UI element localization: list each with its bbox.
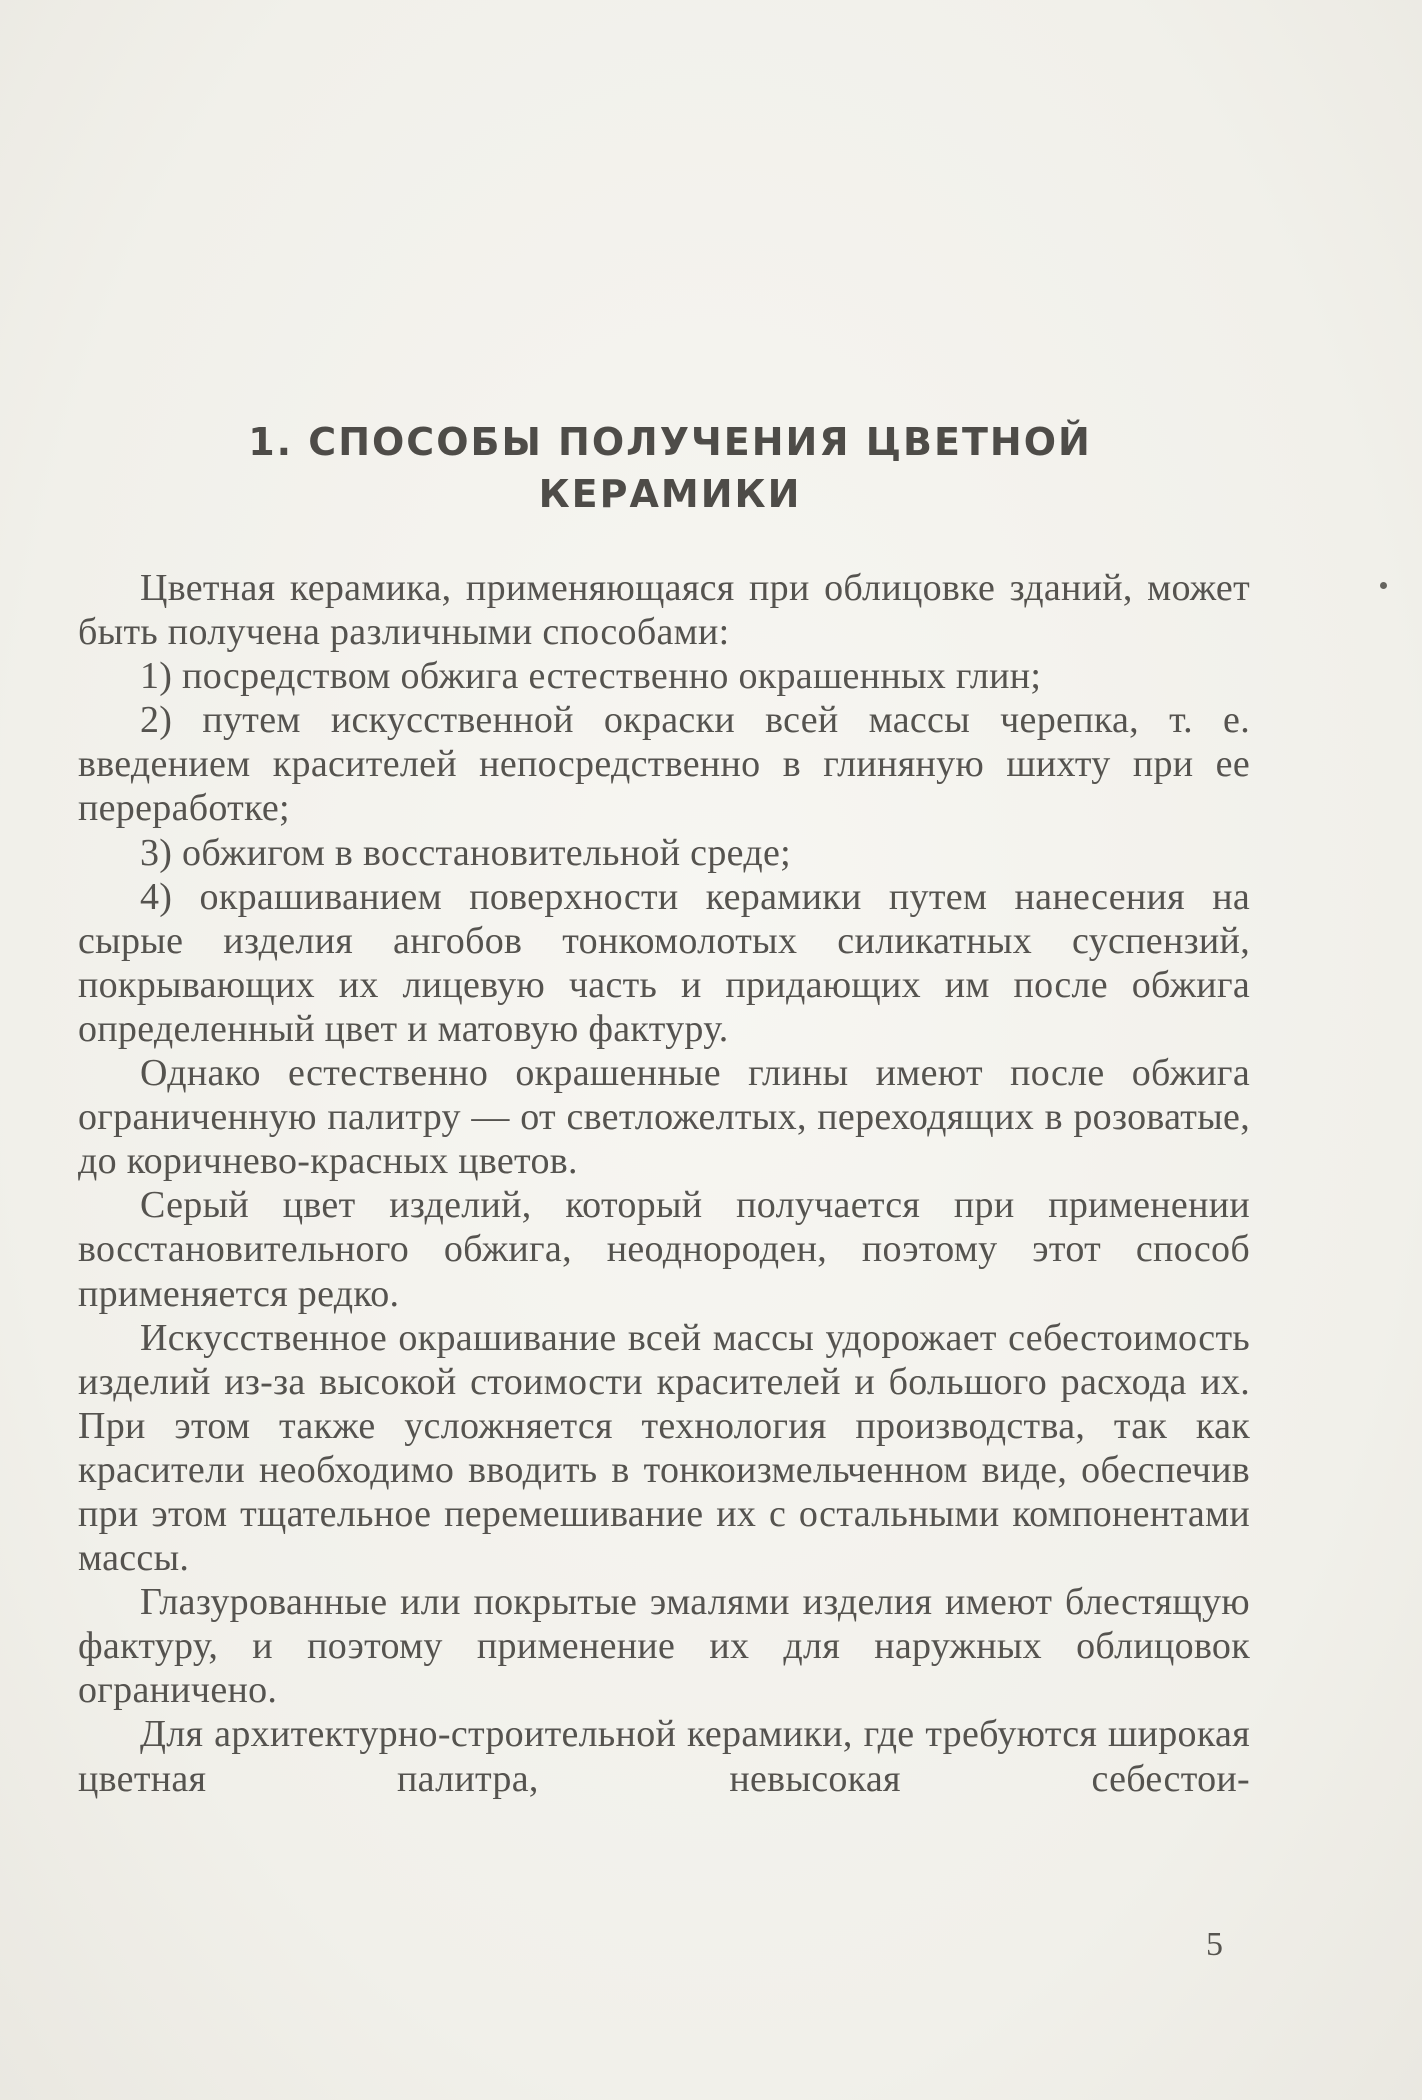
body-text [78,566,1250,1801]
paragraph: Однако естественно окрашенные глины имеют после обжига ограниченную палитру — от светложелтых, переходящих в розоватые, до коричнево-красных цветов. [78,1052,1250,1183]
list-item: 2) путем искусственной окраски всей массы черепка, т. е. введением красителей непосредственно в глиняную шихту при ее переработке; [78,699,1250,830]
list-item: 3) обжигом в восстановительной среде; [140,831,791,874]
print-speck [1380,582,1387,589]
section-heading [200,416,1140,520]
paragraph: Глазурованные или покрытые эмалями изделия имеют блестящую фактуру, и поэтому применение их для наружных облицовок ограничено. [78,1581,1250,1712]
paragraph: Искусственное окрашивание всей массы удорожает себестоимость изделий из-за высокой стоимости красителей и большого расхода их. При этом также усложняется технология производства, так как красители необходимо вводить в тонкоизмельченном виде, обеспечив при этом тщательное перемешивание их с остальными компонентами массы. [78,1316,1250,1580]
heading-line-1: 1. СПОСОБЫ ПОЛУЧЕНИЯ ЦВЕТНОЙ [248,420,1092,464]
paragraph: Для архитектурно-строительной керамики, где требуются широкая цветная палитра, невысокая себестои- [78,1713,1250,1800]
paragraph: Цветная керамика, применяющаяся при облицовке зданий, может быть получена различными способами: [78,567,1250,654]
list-item: 4) окрашиванием поверхности керамики путем нанесения на сырые изделия ангобов тонкомолотых силикатных суспензий, покрывающих их лицевую часть и придающих им после обжига определенный цвет и матовую фактуру. [78,875,1250,1050]
list-item: 1) посредством обжига естественно окрашенных глин; [140,655,1042,698]
heading-line-2: КЕРАМИКИ [538,472,802,516]
page-number: 5 [1206,1926,1223,1963]
paragraph: Серый цвет изделий, который получается при применении восстановительного обжига, неоднороден, поэтому этот способ применяется редко. [78,1184,1250,1315]
